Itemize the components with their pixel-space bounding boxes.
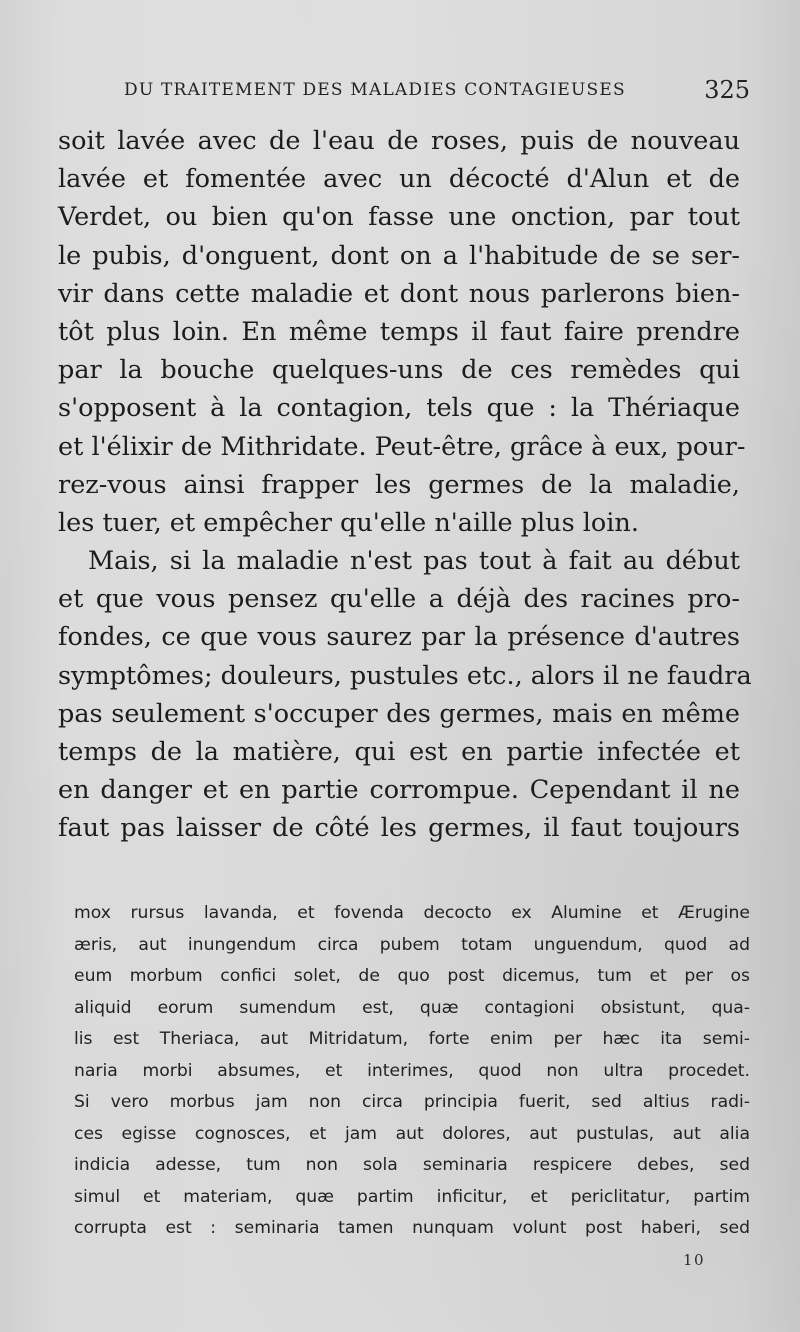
footnote-line: eum morbum confici solet, de quo post dicemus, tum et per os — [74, 966, 750, 986]
footnote-line: mox rursus lavanda, et fovenda decocto ex Alumine et Ærugine — [74, 903, 750, 923]
main-text-line: tôt plus loin. En même temps il faut faire prendre — [58, 316, 740, 347]
running-head-title: DU TRAITEMENT DES MALADIES CONTAGIEUSES — [124, 80, 626, 100]
footnote-line: naria morbi absumes, et interimes, quod non ultra procedet. — [74, 1060, 750, 1081]
footnote-line: ces egisse cognosces, et jam aut dolores, aut pustulas, aut alia — [74, 1123, 750, 1144]
main-text-line: Mais, si la maladie n'est pas tout à fait au début — [88, 546, 740, 577]
main-text-line: par la bouche quelques-uns de ces remèdes qui — [58, 355, 740, 386]
footnote-line: simul et materiam, quæ partim inficitur, et periclitatur, partim — [74, 1186, 750, 1207]
page-number: 325 — [704, 76, 750, 104]
main-text-line: pas seulement s'occuper des germes, mais en même — [58, 698, 740, 729]
footnote-line: aliquid eorum sumendum est, quæ contagioni obsistunt, qua- — [74, 997, 750, 1018]
main-text-line: les tuer, et empêcher qu'elle n'aille plus loin. — [58, 507, 639, 538]
main-text-line: temps de la matière, qui est en partie infectée et — [58, 737, 740, 767]
main-text-line: fondes, ce que vous saurez par la présence d'autres — [58, 622, 740, 653]
footnote-line: lis est Theriaca, aut Mitridatum, forte enim per hæc ita semi- — [74, 1029, 750, 1049]
main-text-line: et l'élixir de Mithridate. Peut-être, grâce à eux, pour- — [58, 431, 746, 462]
main-text-line: et que vous pensez qu'elle a déjà des racines pro- — [58, 584, 740, 615]
footnote-line: Si vero morbus jam non circa principia fuerit, sed altius radi- — [74, 1092, 750, 1112]
running-head — [124, 76, 750, 106]
main-text-line: symptômes; douleurs, pustules etc., alors il ne faudra — [58, 660, 752, 691]
footnote-line: corrupta est : seminaria tamen nunquam volunt post haberi, sed — [74, 1218, 750, 1238]
main-text-block — [58, 122, 752, 848]
footnote-line: indicia adesse, tum non sola seminaria respicere debes, sed — [74, 1155, 750, 1175]
main-text-line: vir dans cette maladie et dont nous parlerons bien- — [58, 278, 740, 309]
signature-mark: 10 — [683, 1251, 706, 1269]
main-text-line: faut pas laisser de côté les germes, il faut toujours — [58, 813, 740, 844]
footnote-line: æris, aut inungendum circa pubem totam unguendum, quod ad — [74, 934, 750, 955]
latin-footnote-block — [74, 898, 750, 1245]
main-text-line: en danger et en partie corrompue. Cependant il ne — [58, 775, 740, 806]
main-text-line: soit lavée avec de l'eau de roses, puis de nouveau — [58, 126, 740, 156]
main-text-line: le pubis, d'onguent, dont on a l'habitude de se ser- — [58, 240, 740, 271]
main-text-line: lavée et fomentée avec un décocté d'Alun et de — [58, 164, 740, 195]
main-text-line: rez-vous ainsi frapper les germes de la maladie, — [58, 469, 740, 500]
main-text-line: Verdet, ou bien qu'on fasse une onction, par tout — [58, 202, 740, 233]
main-text-line: s'opposent à la contagion, tels que : la Thériaque — [58, 393, 740, 424]
